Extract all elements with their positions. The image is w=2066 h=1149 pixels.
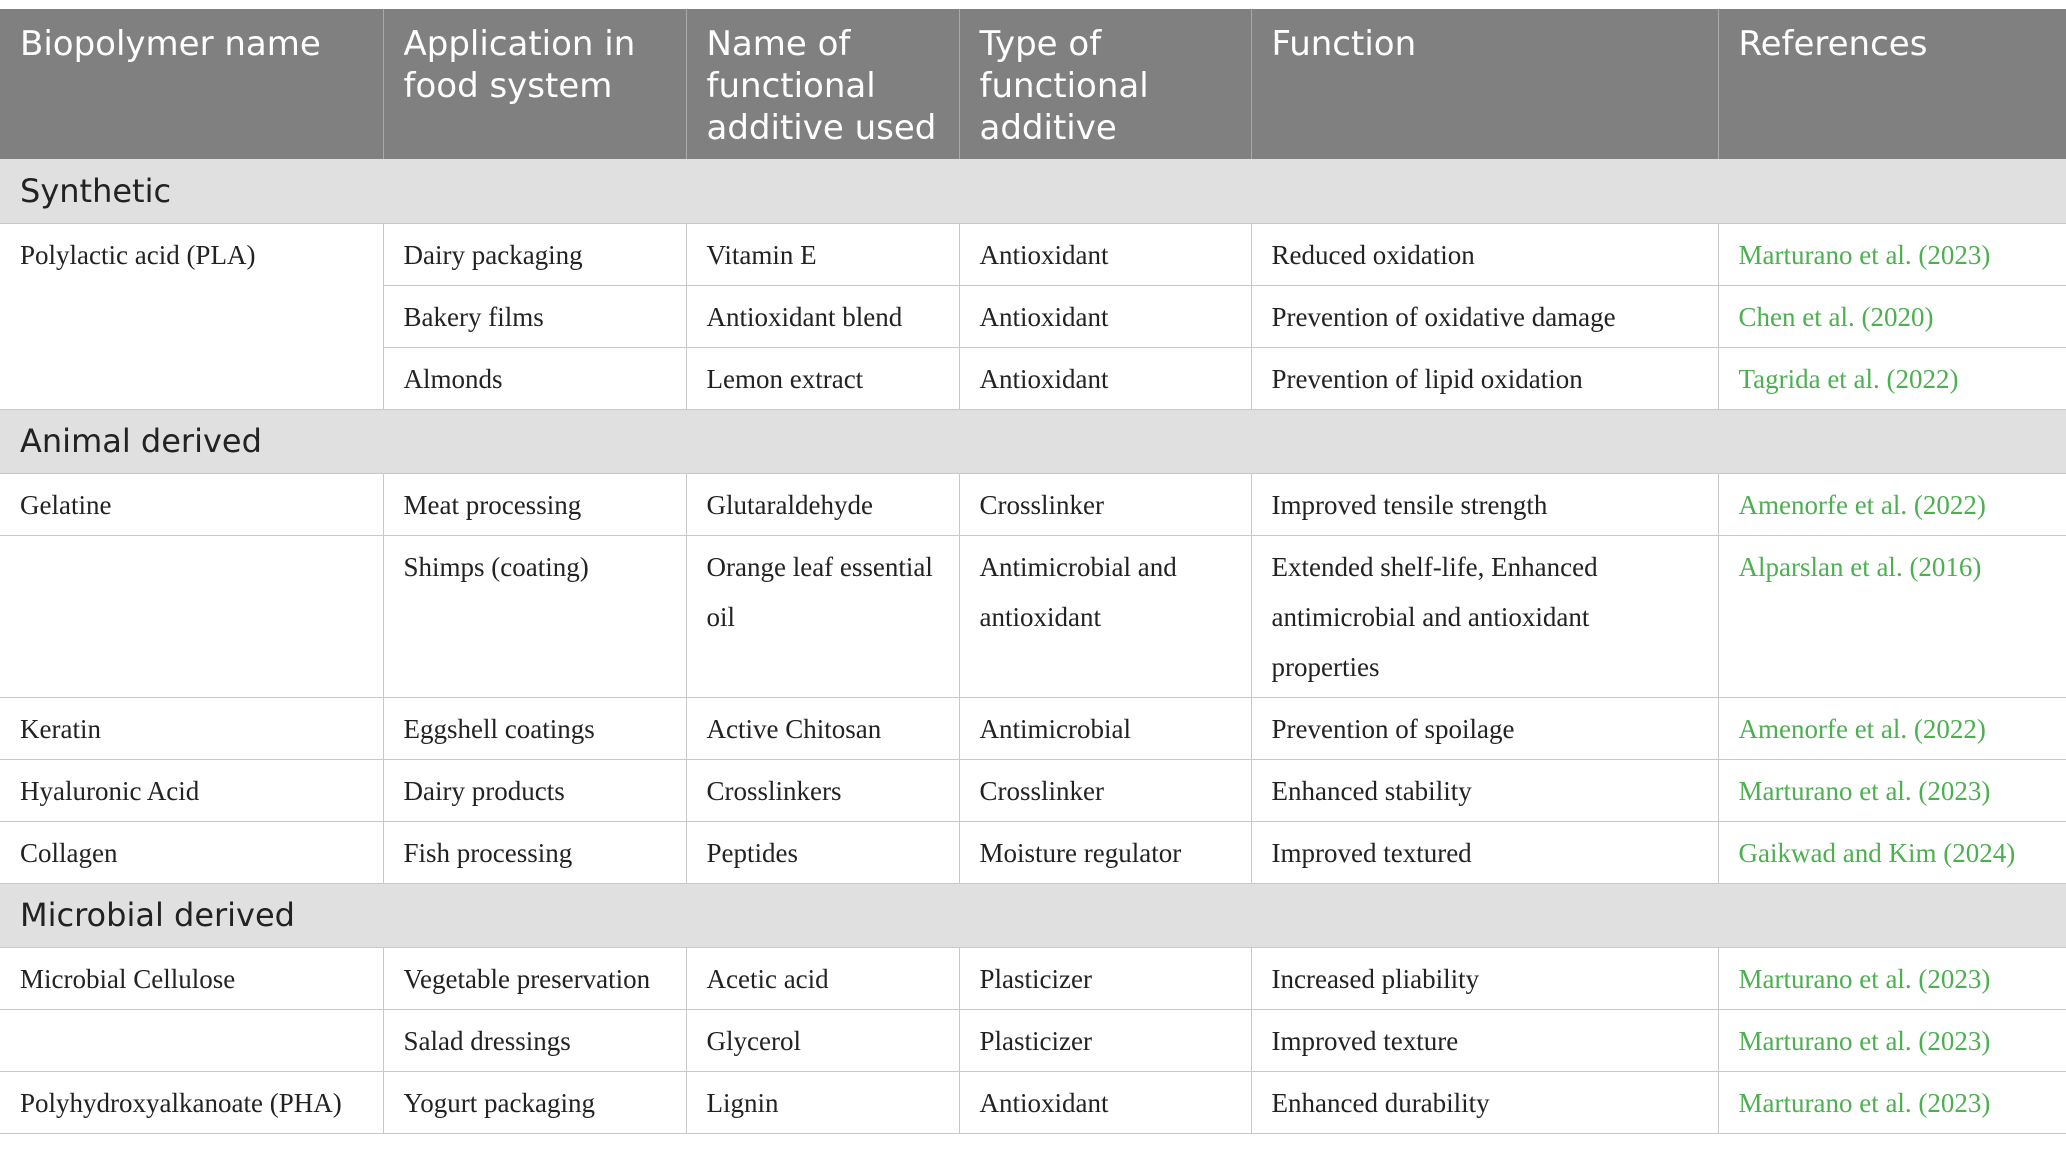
cell-biopolymer [0,1009,383,1071]
cell-application: Shimps (coating) [383,535,686,697]
cell-biopolymer [0,535,383,697]
table-container [0,9,2066,1134]
cell-biopolymer: Microbial Cellulose [0,947,383,1009]
header-row [0,9,2066,159]
cell-application: Fish processing [383,821,686,883]
cell-application: Salad dressings [383,1009,686,1071]
cell-additive: Glutaraldehyde [686,473,959,535]
cell-function: Prevention of lipid oxidation [1251,347,1718,409]
cell-biopolymer: Polylactic acid (PLA) [0,223,383,285]
header-biopolymer-name: Biopolymer name [0,9,383,159]
reference-link[interactable]: Marturano et al. (2023) [1718,947,2066,1009]
cell-application: Almonds [383,347,686,409]
table-row [0,1071,2066,1133]
cell-biopolymer [0,347,383,409]
cell-function: Enhanced stability [1251,759,1718,821]
cell-type: Antioxidant [959,285,1251,347]
cell-function: Reduced oxidation [1251,223,1718,285]
table-row [0,947,2066,1009]
table-row [0,285,2066,347]
reference-link[interactable]: Alparslan et al. (2016) [1718,535,2066,697]
cell-type: Antimicrobial and antioxidant [959,535,1251,697]
cell-function: Improved tensile strength [1251,473,1718,535]
cell-type: Plasticizer [959,947,1251,1009]
reference-link[interactable]: Gaikwad and Kim (2024) [1718,821,2066,883]
cell-additive: Glycerol [686,1009,959,1071]
section-title: Animal derived [0,409,2066,473]
cell-additive: Peptides [686,821,959,883]
reference-link[interactable]: Marturano et al. (2023) [1718,1071,2066,1133]
cell-additive: Acetic acid [686,947,959,1009]
header-additive-type: Type of functional additive [959,9,1251,159]
cell-type: Crosslinker [959,759,1251,821]
cell-function: Improved texture [1251,1009,1718,1071]
cell-application: Dairy products [383,759,686,821]
reference-link[interactable]: Chen et al. (2020) [1718,285,2066,347]
header-additive-name: Name of functional additive used [686,9,959,159]
cell-biopolymer: Collagen [0,821,383,883]
header-references: References [1718,9,2066,159]
cell-biopolymer [0,285,383,347]
cell-function: Increased pliability [1251,947,1718,1009]
section-title: Microbial derived [0,883,2066,947]
cell-biopolymer: Gelatine [0,473,383,535]
cell-additive: Lignin [686,1071,959,1133]
cell-type: Plasticizer [959,1009,1251,1071]
cell-application: Yogurt packaging [383,1071,686,1133]
cell-additive: Antioxidant blend [686,285,959,347]
cell-type: Antimicrobial [959,697,1251,759]
cell-additive: Crosslinkers [686,759,959,821]
cell-additive: Vitamin E [686,223,959,285]
cell-function: Improved textured [1251,821,1718,883]
reference-link[interactable]: Marturano et al. (2023) [1718,1009,2066,1071]
reference-link[interactable]: Tagrida et al. (2022) [1718,347,2066,409]
cell-application: Meat processing [383,473,686,535]
table-row [0,535,2066,697]
cell-biopolymer: Keratin [0,697,383,759]
table-row [0,697,2066,759]
reference-link[interactable]: Marturano et al. (2023) [1718,223,2066,285]
section-title: Synthetic [0,159,2066,223]
cell-application: Eggshell coatings [383,697,686,759]
section-row-synthetic [0,159,2066,223]
cell-type: Moisture regulator [959,821,1251,883]
cell-biopolymer: Polyhydroxyalkanoate (PHA) [0,1071,383,1133]
cell-function: Extended shelf-life, Enhanced antimicrobial and antioxidant properties [1251,535,1718,697]
header-application: Application in food system [383,9,686,159]
cell-function: Prevention of spoilage [1251,697,1718,759]
cell-additive: Lemon extract [686,347,959,409]
table-row [0,473,2066,535]
section-row-animal-derived [0,409,2066,473]
reference-link[interactable]: Amenorfe et al. (2022) [1718,697,2066,759]
table-row [0,223,2066,285]
cell-type: Crosslinker [959,473,1251,535]
cell-additive: Orange leaf essential oil [686,535,959,697]
cell-type: Antioxidant [959,347,1251,409]
cell-application: Dairy packaging [383,223,686,285]
cell-type: Antioxidant [959,223,1251,285]
reference-link[interactable]: Amenorfe et al. (2022) [1718,473,2066,535]
header-function: Function [1251,9,1718,159]
cell-function: Prevention of oxidative damage [1251,285,1718,347]
cell-application: Bakery films [383,285,686,347]
table-row [0,347,2066,409]
table-row [0,821,2066,883]
cell-type: Antioxidant [959,1071,1251,1133]
cell-additive: Active Chitosan [686,697,959,759]
table-row [0,1009,2066,1071]
cell-function: Enhanced durability [1251,1071,1718,1133]
table-row [0,759,2066,821]
section-row-microbial-derived [0,883,2066,947]
biopolymer-table [0,9,2066,1134]
cell-application: Vegetable preservation [383,947,686,1009]
cell-biopolymer: Hyaluronic Acid [0,759,383,821]
reference-link[interactable]: Marturano et al. (2023) [1718,759,2066,821]
